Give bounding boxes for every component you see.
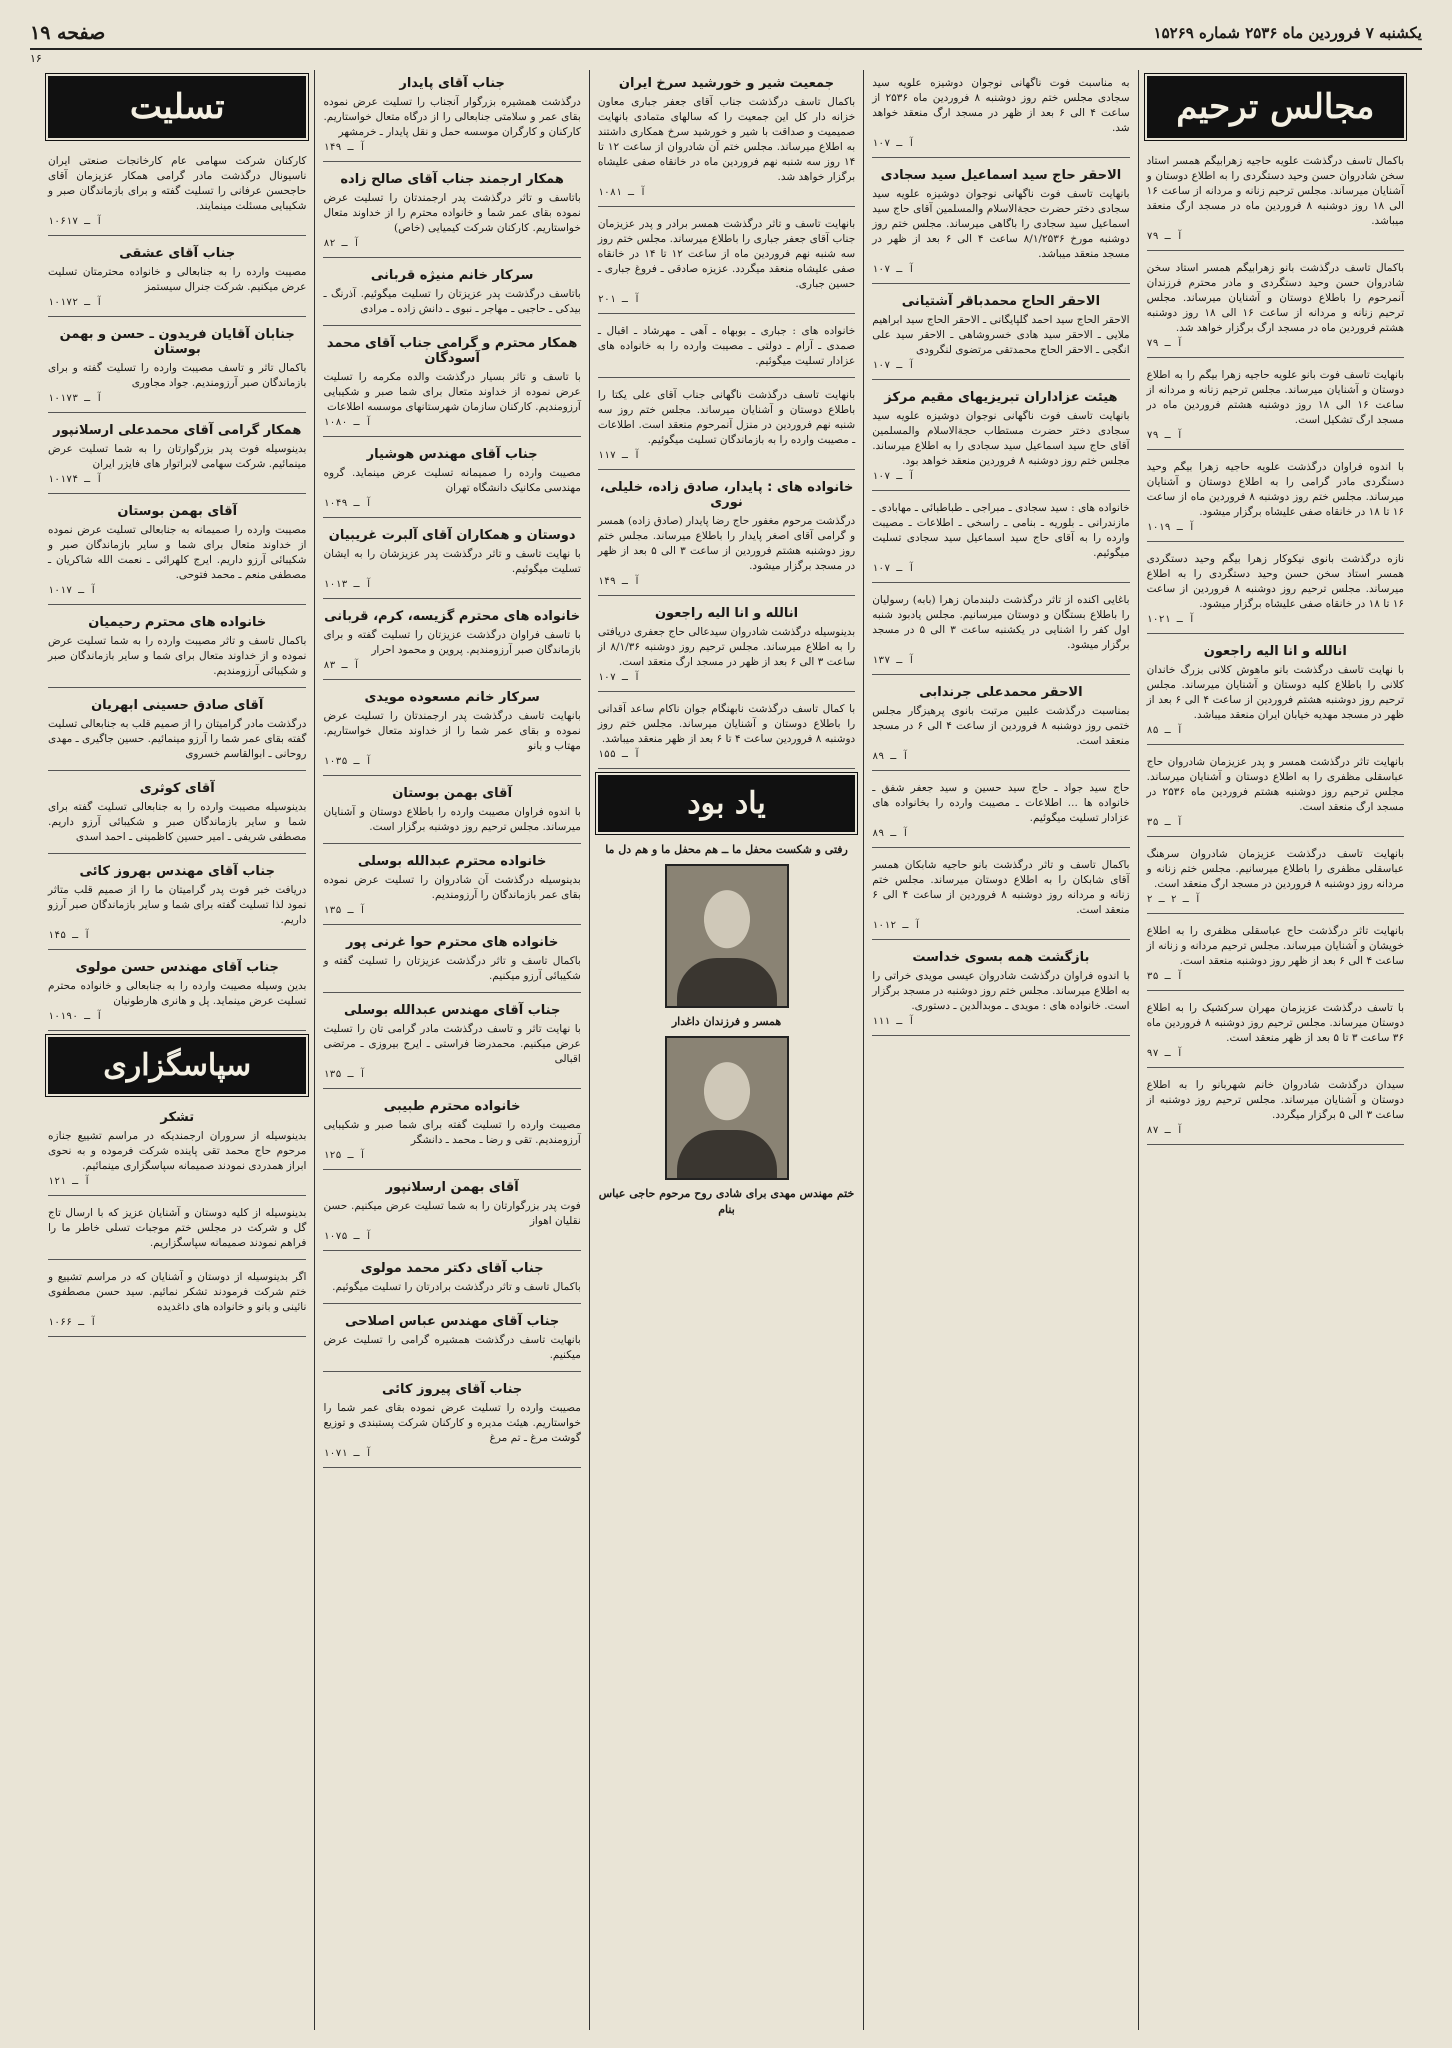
notice-item [323, 780, 580, 844]
notice-item [872, 587, 1129, 675]
notice-item [48, 417, 306, 494]
column-5 [40, 70, 314, 2030]
notice-code: آ ـ ۱۳۵ [323, 1069, 366, 1080]
notice-body: با نهایت تاسف و تاثر درگذشت پدر عزیزشان را به ایشان تسلیت میگوئیم. [323, 548, 581, 575]
notice-item [872, 384, 1129, 491]
notice-body: بانهایت تاسف درگذشت ناگهانی جناب آقای علی یکتا را باطلاع دوستان و آشنایان میرساند. مجلس ختم روز سه شنبه نهم فروردین در منزل آنمرحوم منعقد است. اطلاعات ـ مصیبت وارده را به بازماندگان تسلیت میگوئیم. [597, 389, 856, 446]
column-4 [314, 70, 588, 2030]
notice-body: باتاسف درگذشت پدر عزیزتان را تسلیت میگوئیم. آذرنگ ـ بیدکی ـ حاجبی ـ مهاجر ـ نبوی ـ دانش زاده ـ مرادی [323, 288, 581, 315]
notice-body: بانهایت تاثر درگذشت همسر و پدر عزیزمان شادروان حاج عباسقلی مظفری را به اطلاع دوستان و آشنایان میرساند. مجلس ترحیم روز دوشنبه هشتم فروردین ماه ۲۵۳۶ در مسجد ارگ منعقد است. [1146, 756, 1404, 813]
notice-code: آ ـ ۱۰۸۰ [323, 417, 372, 428]
notice-item [323, 70, 580, 162]
notice-title: جناب آقای مهندس عباس اصلاحی [344, 1314, 560, 1329]
notice-title: خانواده محترم عبدالله بوسلی [357, 854, 547, 869]
banner-majales: مجالس ترحیم [1147, 76, 1404, 138]
col5-items-b [48, 1104, 306, 1337]
notice-body: درگذشت مادر گرامیتان را از صمیم قلب به جنابعالی تسلیت گفته بقای عمر شما را آرزو مینمائیم. حسین جاگیری ـ مهدی روحانی ـ ابوالقاسم خسروی [48, 718, 307, 760]
notice-title: جناب آقای عشقی [119, 246, 236, 261]
banner-taslit: تسلیت [48, 76, 306, 138]
notice-title: انالله و انا الیه راجعون [1203, 644, 1347, 659]
notice-body: مصیبت وارده را به جنابعالی و خانواده محترمتان تسلیت عرض میکنیم. شرکت جنرال سیستمز [48, 266, 307, 293]
notice-code: آ ـ ۱۴۵ [48, 930, 91, 941]
notice-body: با اندوه فراوان مصیبت وارده را باطلاع دوستان و آشنایان میرساند. مجلس ترحیم روز دوشنبه برگزار است. [323, 806, 581, 833]
notice-code: آ ـ ۱۳۵ [323, 905, 366, 916]
notice-body: فوت پدر بزرگوارتان را به شما تسلیت عرض میکنیم. حسن نقلیان اهواز [323, 1200, 581, 1227]
notice-title: همکار محترم و گرامی جناب آقای محمد آسودگان [326, 336, 578, 366]
notice-body: بدینوسیله مصیبت وارده را به جنابعالی تسلیت گفته برای شما و سایر بازماندگان صبر و شکیبائی آرزو داریم. مصطفی شریفی ـ امیر حسین کاظمینی ـ احمد اسدی [48, 801, 307, 843]
notice-title: هیئت عزاداران تبریزیهای مقیم مرکز [884, 390, 1118, 405]
notice-body: بانهایت تاسف فوت ناگهانی نوجوان دوشیزه علویه سید سجادی دختر حضرت مستطاب حجةالاسلام والمسلمین آقای حاج سید اسماعیل سید سجادی را به اطلاع میرساند. مجلس ختم روز دوشنبه ۸ فروردین منعقد خواهد بود. [872, 410, 1130, 467]
notice-title: جناب آقای مهندس عبدالله بوسلی [343, 1003, 561, 1018]
corner-mark: ۱۶ [30, 52, 42, 65]
notice-code: آ ـ ۱۰۲۱ [1146, 614, 1195, 625]
notice-title: انالله و انا الیه راجعون [654, 606, 799, 621]
notice-code: آ ـ ۱۳۷ [872, 655, 915, 666]
notice-item [598, 382, 855, 470]
notice-code: آ ـ ۱۰۱۹۰ [48, 1011, 103, 1022]
notice-body: با اندوه فراوان درگذشت علویه حاجیه زهرا بیگم وحید دستگردی مادر گرامی را به اطلاع دوستان و آشنایان میرساند. مجلس ختم روز دوشنبه ۸ فروردین ماه از ساعت ۱۶ تا ۱۸ در خانقاه صفی علیشاه برگزار میشود. [1146, 461, 1404, 518]
notice-title: تشکر [160, 1110, 195, 1125]
notice-code: آ ـ ۸۷ [1146, 1125, 1183, 1136]
notice-item [1147, 918, 1404, 991]
notice-item [1147, 749, 1404, 837]
notice-code: آ ـ ۱۲۱ [48, 1176, 91, 1187]
notice-title: آقای بهمن بوستان [392, 786, 513, 801]
notice-title: خانواده های محترم حوا غرنی پور [345, 935, 559, 950]
notice-body: بمناسبت درگذشت علیین مرتبت بانوی پرهیزگار مجلس ختمی روز دوشنبه ۸ فروردین از ساعت ۴ الی ۶ در مسجد منعقد است. [872, 705, 1130, 747]
notice-title: آقای کوثری [139, 781, 215, 796]
notice-body: با نهایت تاسف درگذشت بانو ماهوش کلانی بزرگ خاندان کلانی را باطلاع کلیه دوستان و آشنایان میرساند. مجلس ترحیم روز دوشنبه هشتم فروردین از ساعت ۴ الی ۶ بعد از ظهر در مسجد مهدیه خیابان ایران منعقد میباشد. [1146, 664, 1404, 721]
notice-item [48, 954, 306, 1031]
col5-items-a [48, 148, 306, 1031]
notice-item [1147, 362, 1404, 450]
notice-body: مصیبت وارده را صمیمانه تسلیت عرض مینماید. گروه مهندسی مکانیک دانشگاه تهران [323, 467, 581, 494]
notice-code: آ ـ ۱۴۹ [323, 142, 366, 153]
notice-title: الاحقر محمدعلی جرندابی [919, 685, 1083, 700]
notice-item [323, 997, 580, 1089]
notice-item [872, 852, 1129, 940]
notice-item [323, 1255, 580, 1304]
portrait-photo-1 [665, 864, 789, 1008]
notice-title: دوستان و همکاران آقای آلبرت غریبیان [328, 528, 576, 543]
notice-title: خانواده محترم طبیبی [383, 1099, 521, 1114]
column-2 [863, 70, 1137, 2030]
notice-title: الاحقر حاج سید اسماعیل سید سجادی [880, 168, 1122, 183]
notice-body: بانهایت تاسف درگذشت همشیره گرامی را تسلیت عرض میکنیم. [323, 1334, 581, 1361]
notice-item [872, 944, 1129, 1036]
notice-title: جنابان آقایان فریدون ـ حسن و بهمن بوستان [59, 327, 295, 357]
notice-title: آقای صادق حسینی ابهریان [91, 698, 264, 713]
notice-code: آ ـ ۱۰۷۵ [323, 1231, 372, 1242]
notice-body: باکمال تاثر و تاسف مصیبت وارده را تسلیت گفته و برای بازماندگان صبر آرزومندیم. جواد مجاوری [48, 362, 307, 389]
notice-code: آ ـ ۱۰۴۹ [323, 498, 372, 509]
notice-title: خانواده های محترم گزیسه، کرم، قربانی [324, 609, 581, 624]
notice-title: آقای بهمن بوستان [117, 504, 238, 519]
notice-code: آ ـ ۱۰۷ [597, 672, 640, 683]
notice-code: آ ـ ۱۰۷ [872, 360, 915, 371]
notice-code: آ ـ ۱۱۱ [872, 1016, 915, 1027]
notice-code: آ ـ ۸۲ [323, 238, 360, 249]
notice-body: بدینوسیله درگذشت شادروان سیدعالی حاج جعفری دریافتی را به اطلاع میرساند. مجلس ترحیم روز دوشنبه ۸/۱/۳۶ از ساعت ۳ الی ۶ بعد از ظهر در مسجد ارگ منعقد است. [597, 626, 856, 668]
column-1 [1138, 70, 1412, 2030]
notice-body: اگر بدینوسیله از دوستان و آشنایان که در مراسم تشییع و ختم شرکت فرمودند تشکر نمائیم. سید حسن مصطفوی نائینی و بانو و خانواده های داغدیده [48, 1271, 307, 1313]
notice-body: بانهایت تاسف و تاثر درگذشت همسر برادر و پدر عزیزمان جناب آقای جعفر جباری را باطلاع میرساند. مجلس ختم روز سه شنبه نهم فروردین ماه از ساعت ۱۲ تا ۱۴ در خانقاه صفی علیشاه منعقد میگردد. عزیزه صادقی ـ فروغ جباری ـ حسین جباری. [597, 218, 856, 290]
yadbood-poem: رفتی و شکست محفل ما ــ هم محفل ما و هم دل ما [605, 843, 848, 856]
notice-body: با اندوه فراوان درگذشت شادروان عیسی مویدی خراتی را به اطلاع میرساند. مجلس ختم روز دوشنبه در مسجد برگزار است. خانواده های : مویدی ـ موبدالدین ـ دستوری. [872, 970, 1130, 1012]
notice-body: بانهایت تاسف فوت ناگهانی نوجوان دوشیزه علویه سید سجادی دختر حضرت حجةالاسلام والمسلمین آقای حاج سید اسماعیل سید سجادی را باگاهی میرساند. مجلس ختم روز دوشنبه مورخ ۸/۱/۲۵۳۶ ساعت ۴ الی ۶ بعد از ظهر در مسجد منعقد میباشد. [872, 188, 1130, 260]
notice-item [48, 498, 306, 605]
notice-body: باکمال تاسف درگذشت جناب آقای جعفر جباری معاون خزانه دار کل این جمعیت را که سالهای متمادی بانهایت صمیمیت و صداقت با شیر و خورشید سرخ همکاری داشتند به اطلاع میرساند. مجلس ختم آن شادروان از ساعت ۱۲ تا ۱۴ روز سه شنبه نهم فروردین ماه در خانقاه صفی علیشاه برگزار خواهد شد. [597, 96, 856, 183]
notice-body: با تاسف درگذشت عزیزمان مهران سرکشیک را به اطلاع دوستان میرساند. مجلس ترحیم روز دوشنبه ۸ فروردین ماه ۳۶ ساعت ۳ تا ۵ بعد از ظهر منعقد است. [1146, 1002, 1405, 1044]
col4-items [323, 70, 580, 1468]
notice-code: آ ـ ۱۰۶۶ [48, 1317, 97, 1328]
notice-item [598, 318, 855, 378]
notice-item [48, 775, 306, 854]
notice-code: آ ـ ۱۰۷۱ [323, 1448, 372, 1459]
notice-body: بدینوسیله درگذشت آن شادروان را تسلیت عرض نموده بقای عمر بازماندگان را آرزومندیم. [323, 874, 581, 901]
notice-title: آقای بهمن ارسلانپور [385, 1180, 519, 1195]
notice-body: باکمال تاسف و تاثر درگذشت بانو حاجیه شابکان همسر آقای شابکان را به اطلاع دوستان میرساند. مجلس ختم زنانه و مردانه روز دوشنبه ۸ فروردین از ساعت ۴ الی ۶ منعقد است. [872, 859, 1130, 916]
notice-code: آ ـ ۱۲۵ [323, 1150, 366, 1161]
notice-item [872, 775, 1129, 848]
notice-code: آ ـ ۷۹ [1146, 430, 1183, 441]
notice-item [48, 1104, 306, 1196]
notice-item [323, 603, 580, 680]
notice-title: سرکار خانم منیژه قربانی [370, 268, 534, 283]
notice-item [872, 162, 1129, 284]
notice-body: مصیبت وارده را تسلیت عرض نموده بقای عمر شما را خواستاریم. هیئت مدیره و کارکنان شرکت پستبندی و توزیع گوشت مرغ ـ تم مرغ [323, 1402, 581, 1444]
notice-item [598, 474, 855, 596]
notice-body: سیدان درگذشت شادروان خانم شهربانو را به اطلاع دوستان و آشنایان میرساند. مجلس ترحیم روز دوشنبه از ساعت ۳ الی ۵ برگزار میگردد. [1146, 1079, 1404, 1121]
notice-item [48, 148, 306, 236]
notice-item [323, 1093, 580, 1170]
notice-item [872, 288, 1129, 380]
notice-body: باکمال تاسف و تاثر درگذشت عزیزتان را تسلیت گفته و شکیبائی آرزو میکنیم. [323, 955, 581, 982]
notice-item [323, 848, 580, 925]
col3-items [598, 70, 855, 769]
notice-code: آ ـ ۲۰۱ [597, 294, 640, 305]
notice-title: جمعیت شیر و خورشید سرخ ایران [618, 76, 835, 91]
notice-item [323, 441, 580, 518]
notice-body: بانهایت تاسف فوت بانو علویه حاجیه زهرا بیگم را به اطلاع دوستان و آشنایان میرساند. مجلس ترحیم زنانه و مردانه از ساعت ۱۶ الی ۱۸ روز دوشنبه هشتم فروردین ماه در مسجد ارگ تشکیل است. [1146, 369, 1404, 426]
notice-title: سرکار خانم مسعوده مویدی [364, 690, 540, 705]
notice-code: آ ـ ۱۰۸۱ [597, 187, 647, 198]
notice-body: باکمال تاسف و تاثر مصیبت وارده را به شما تسلیت عرض نموده و از خداوند متعال برای شما و سایر بازماندگان صبر و شکیبائی آرزومندیم. [48, 635, 307, 677]
notice-code: آ ـ ۲ ـ ۲ [1146, 894, 1201, 905]
notice-body: دریافت خبر فوت پدر گرامیتان ما را از صمیم قلب متاثر نمود لذا تسلیت گفته برای شما و سایر بازماندگان صبر آرزو داریم. [48, 884, 307, 926]
notice-code: آ ـ ۳۵ [1146, 971, 1183, 982]
notice-code: آ ـ ۱۰۷ [872, 563, 915, 574]
notice-body: با تاسف و تاثر بسیار درگذشت والده مکرمه را تسلیت عرض نموده از خداوند متعال برای شما صبر و شکیبایی آرزومندیم. کارکنان سازمان شهرستانهای موسسه اطلاعات [323, 371, 581, 413]
notice-title: جناب آقای پایدار [399, 76, 505, 91]
notice-item [323, 1308, 580, 1372]
column-grid [40, 70, 1412, 2030]
notice-item [48, 692, 306, 771]
notice-body: الاحقر الحاج سید احمد گلپایگانی ـ الاحقر الحاج سید ابراهیم ملایی ـ الاحقر سید هادی خسروشاهی ـ الاحقر سید علی انگجی ـ الاحقر الحاج محمدتقی مرتضوی لنگرودی [872, 314, 1130, 356]
notice-code: آ ـ ۱۰۳۵ [323, 756, 372, 767]
notice-body: بدینوسیله از سروران ارجمندیکه در مراسم تشییع جنازه مرحوم حاج محمد تقی پاینده شرکت فرموده و به نحوی ابراز همدردی نمودند صمیمانه سپاسگزاری مینمائیم. [48, 1130, 307, 1172]
notice-item [872, 679, 1129, 771]
notice-code: آ ـ ۱۰۶۱۷ [48, 216, 103, 227]
notice-body: نازه درگذشت بانوی نیکوکار زهرا بیگم وحید دستگردی همسر استاد سخن حسن وحید دستگردی را به اطلاع میرساند. مجلس ترحیم روز دوشنبه ۸ فروردین از ساعت ۱۶ تا ۱۸ در خانقاه صفی علیشاه برگزار میشود. [1146, 553, 1404, 610]
notice-body: باکمال تاسف درگذشت علویه حاجیه زهرابیگم همسر استاد سخن شادروان حسن وحید دستگردی را به اطلاع دوستان و آشنایان میرساند. مجلس ترحیم زنانه و مردانه از ساعت ۱۶ الی ۱۸ روز دوشنبه ۸ فروردین ماه در مسجد ارگ منعقد میباشد. [1146, 155, 1404, 227]
notice-title: جناب آقای پیروز کائی [381, 1382, 523, 1397]
notice-body: کارکنان شرکت سهامی عام کارخانجات صنعتی ایران ناسیونال درگذشت مادر گرامی همکار عزیزمان آقای حاجحسن عرفانی را تسلیت گفته و برای بازماندگان صبر و شکیبایی مسئلت مینمایند. [48, 155, 307, 212]
column-3 [589, 70, 863, 2030]
yadbood-family: همسر و فرزندان داغدار [671, 1015, 782, 1028]
notice-item [1147, 148, 1404, 251]
notice-item [1147, 841, 1404, 914]
notice-body: خانواده های : جبارى ـ بوبهاه ـ آهی ـ مهرشاد ـ اقبال ـ صمدی ـ آرام ـ دولتی ـ مصیبت وارده را به خانواده های عزادار تسلیت میگوئیم. [597, 325, 856, 367]
col2-items [872, 70, 1129, 1036]
notice-item [323, 166, 580, 258]
notice-item [323, 684, 580, 776]
notice-item [323, 929, 580, 993]
notice-title: خانواده های محترم رحیمیان [88, 615, 267, 630]
notice-title: خانواده های : پایدار، صادق زاده، خلیلی، نوری [599, 480, 854, 510]
notice-item [598, 600, 855, 692]
notice-code: آ ـ ۱۰۱۲ [872, 920, 921, 931]
notice-item [1147, 454, 1404, 542]
page-number: صفحه ۱۹ [30, 22, 106, 44]
notice-code: آ ـ ۸۹ [872, 828, 909, 839]
notice-item [48, 1264, 306, 1337]
portrait-photo-2 [665, 1036, 789, 1180]
notice-body: مصیبت وارده را صمیمانه به جنابعالی تسلیت عرض نموده از خداوند متعال برای شما و سایر بازماندگان صبر و شکیبائی آرزو داریم. ایرج کلهرائی ـ نعمت الله شاکریان ـ مصطفی منعم ـ محمد فتوحی. [48, 524, 307, 581]
notice-item [323, 1174, 580, 1251]
notice-code: آ ـ ۱۵۵ [597, 749, 640, 760]
notice-item [323, 522, 580, 599]
notice-code: آ ـ ۸۵ [1146, 725, 1183, 736]
notice-code: آ ـ ۷۹ [1146, 231, 1183, 242]
notice-item [1147, 546, 1404, 634]
notice-code: آ ـ ۹۷ [1146, 1048, 1183, 1059]
notice-title: بازگشت همه بسوی خداست [912, 950, 1090, 965]
notice-code: آ ـ ۱۰۷ [872, 138, 915, 149]
notice-body: بانهایت تاسف درگذشت عزیزمان شادروان سرهنگ عباسقلی مظفری را باطلاع میرسانیم. مجلس ختم زنانه و مردانه روز دوشنبه ۸ فروردین در مسجد ارگ منعقد است. [1146, 848, 1404, 890]
notice-code: آ ـ ۱۰۱۷ [48, 585, 97, 596]
col1-items [1147, 148, 1404, 1145]
notice-item [1147, 995, 1404, 1068]
notice-body: با کمال تاسف درگذشت نابهنگام جوان ناکام ساعد آقدانی را باطلاع دوستان و آشنایان میرساند. مجلس ختم روز دوشنبه ۸ فروردین ساعت ۴ تا ۶ بعد از ظهر منعقد میباشد. [597, 703, 856, 745]
notice-body: بانهایت تاثر درگذشت حاج عباسقلی مظفری را به اطلاع خویشان و آشنایان میرساند. مجلس ترحیم مردانه و زنانه از ساعت ۴ الی ۶ بعد از ظهر روز دوشنبه منعقد است. [1146, 925, 1404, 967]
notice-code: آ ـ ۱۰۷ [872, 471, 915, 482]
notice-item [48, 609, 306, 688]
notice-body: درگذشت مرحوم مغفور حاج رضا پایدار (صادق زاده) همسر و گرامی آقای اصغر پایدار را باطلاع میرساند. مجلس ختم روز دوشنبه هشتم فروردین از ساعت ۳ الی ۵ بعد از ظهر در مسجد برگزار میشود. [597, 515, 856, 572]
notice-item [48, 321, 306, 413]
notice-item [598, 211, 855, 314]
notice-item [598, 70, 855, 207]
notice-body: با تاسف فراوان درگذشت عزیزتان را تسلیت گفته و برای بازماندگان صبر آرزومندیم. پروین و محمود احرار [323, 629, 581, 656]
notice-title: جناب آقای دکتر محمد مولوی [360, 1261, 544, 1276]
notice-title: همکار گرامی آقای محمدعلی ارسلانپور [53, 423, 302, 438]
notice-body: مصیبت وارده را تسلیت گفته برای شما صبر و شکیبایی آرزومندیم. تقی و رضا ـ محمد ـ دانشگر [323, 1119, 581, 1146]
notice-item [323, 262, 580, 326]
notice-item [48, 240, 306, 317]
notice-item [872, 495, 1129, 583]
issue-date: یکشنبه ۷ فروردین ماه ۲۵۳۶ شماره ۱۵۲۶۹ [1153, 24, 1422, 42]
notice-code: آ ـ ۸۹ [872, 751, 909, 762]
notice-item [323, 330, 580, 437]
notice-item [598, 696, 855, 769]
notice-body: باکمال تاسف و تاثر درگذشت برادرتان را تسلیت میگوئیم. [332, 1281, 581, 1293]
notice-body: حاج سید جواد ـ حاج سید حسین و سید جعفر شفق ـ خانواده ها ... اطلاعات ـ مصیبت وارده را بخانواده های عزادار تسلیت میگوئیم. [872, 782, 1130, 824]
notice-code: آ ـ ۷۹ [1146, 338, 1183, 349]
banner-sepas: سپاسگزاری [48, 1037, 306, 1094]
notice-body: به مناسبت فوت ناگهانی نوجوان دوشیزه علویه سید سجادی مجلس ختم روز دوشنبه ۸ فروردین ماه ۲۵۳۶ از ساعت ۴ الی ۶ بعد از ظهر در مسجد ارگ منعقد خواهد شد. [872, 77, 1130, 134]
notice-body: بدینوسیله از کلیه دوستان و آشنایان عزیز که با ارسال تاج گل و شرکت در مجلس ختم موجبات تسلی خاطر ما را فراهم نمودند صمیمانه سپاسگزاریم. [48, 1207, 307, 1249]
notice-body: بانهایت تاسف درگذشت پدر ارجمندتان را تسلیت عرض نموده و بقای عمر شما را از خداوند متعال خواستاریم. مهتاب و بانو [323, 710, 581, 752]
notice-code: آ ـ ۱۰۱۷۴ [48, 474, 103, 485]
notice-code: آ ـ ۱۰۷ [872, 264, 915, 275]
yadbood-note: ختم مهندس مهدی برای شادی روح مرحوم حاجی عباس بنام [598, 1187, 855, 1216]
notice-body: باغایی اکنده از تاثر درگذشت دلبندمان زهرا (بابه) رسولیان را باطلاع بستگان و دوستان میرسانیم. مجلس یادبود شنبه اول کفر را اشنایی در یکشنبه ساعت ۳ الی ۵ در مسجد برگزار میشود. [872, 594, 1130, 651]
notice-title: جناب آقای مهندس بهروز کائی [79, 864, 275, 879]
notice-code: آ ـ ۱۰۱۳ [323, 579, 372, 590]
notice-item [48, 1200, 306, 1260]
notice-body: باتاسف و تاثر درگذشت پدر ارجمندتان را تسلیت عرض نموده بقای عمر شما و خانواده محترم را از خداوند متعال خواستاریم. کارکنان شرکت کیمیایی (خاص) [323, 192, 581, 234]
notice-title: جناب آقای مهندس هوشیار [366, 447, 538, 462]
notice-title: همکار ارجمند جناب آقای صالح زاده [340, 172, 564, 187]
notice-item [1147, 1072, 1404, 1145]
notice-code: آ ـ ۱۰۱۹ [1146, 522, 1195, 533]
notice-body: بدین وسیله مصیبت وارده را به جنابعالی و خانواده محترم تسلیت عرض مینماید. پل و هانری هارطونیان [48, 980, 307, 1007]
notice-item [48, 858, 306, 950]
page-header [30, 18, 1422, 65]
notice-code: آ ـ ۸۳ [323, 660, 360, 671]
notice-code: آ ـ ۳۵ [1146, 817, 1183, 828]
notice-item [872, 70, 1129, 158]
notice-body: درگذشت همشیره بزرگوار آنجناب را تسلیت عرض نموده بقای عمر و سلامتی جنابعالی را از درگاه متعال خواستاریم. کارکنان و کارگران موسسه حمل و نقل پایدار ـ خرمشهر [323, 96, 581, 138]
notice-code: آ ـ ۱۰۱۷۳ [48, 393, 103, 404]
notice-item [1147, 255, 1404, 358]
notice-code: آ ـ ۱۰۱۷۲ [48, 297, 103, 308]
notice-code: آ ـ ۱۴۹ [597, 576, 640, 587]
notice-body: خانواده های : سید سجادی ـ مبراجی ـ طباطبائی ـ مهابادی ـ مازندرانی ـ بلوریه ـ بنامی ـ راسخی ـ اطلاعات ـ مصیبت وارده را به آقای حاج سید اسماعیل سید سجادی تسلیت میگوئیم. [872, 502, 1130, 559]
notice-body: بدینوسیله فوت پدر بزرگوارتان را به شما تسلیت عرض مینمائیم. شرکت سهامی لابراتوار های فایزر ایران [48, 443, 307, 470]
notice-code: آ ـ ۱۱۷ [597, 450, 640, 461]
notice-item [1147, 638, 1404, 745]
banner-yadbood: یاد بود [598, 775, 855, 832]
notice-title: الاحقر الحاج محمدباقر آشتیانی [901, 294, 1101, 309]
notice-body: باکمال تاسف درگذشت بانو زهرابیگم همسر استاد سخن شادروان حسن وحید دستگردی و مادر محترم فرزندان آنمرحوم را باطلاع دوستان و آشنایان میرساند. مجلس ترحیم زنانه و مردانه از ساعت ۱۶ الی ۱۸ روز دوشنبه هشتم فروردین ماه در مسجد ارگ برگزار خواهد شد. [1146, 262, 1405, 334]
notice-item [323, 1376, 580, 1468]
notice-title: جناب آقای مهندس حسن مولوی [75, 960, 279, 975]
notice-body: با نهایت تاثر و تاسف درگذشت مادر گرامی تان را تسلیت عرض میکنیم. محمدرضا فراستی ـ ایرج بیروزی ـ مرتضی اقبالی [323, 1023, 581, 1065]
